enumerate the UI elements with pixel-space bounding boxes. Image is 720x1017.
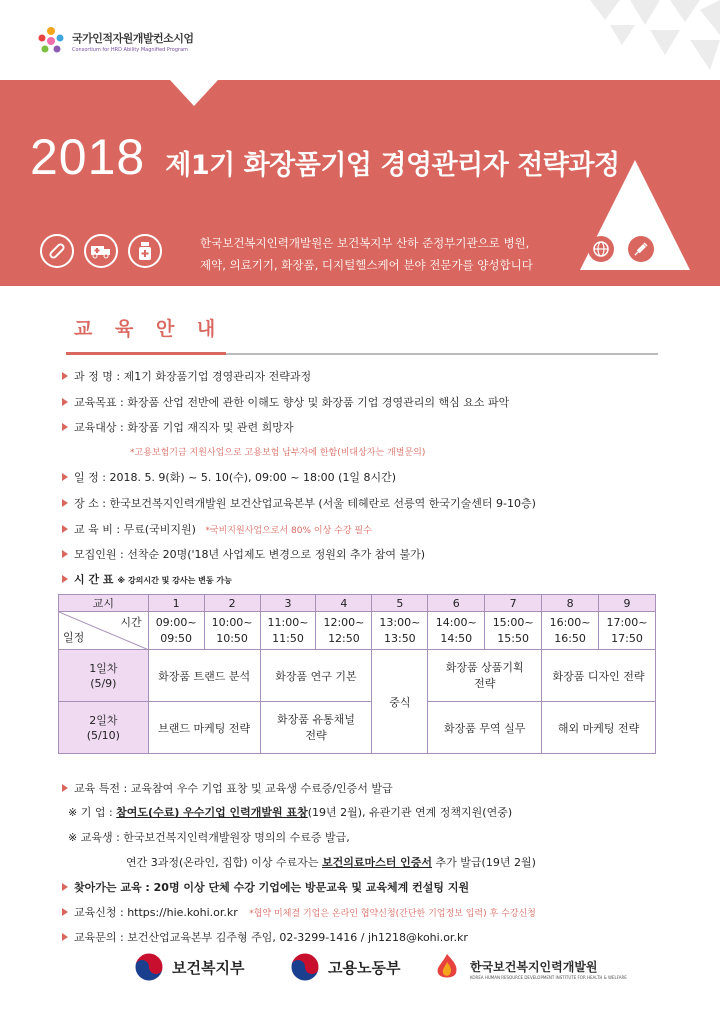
medicine-bottle-icon [128, 234, 162, 268]
time-slot [428, 612, 485, 650]
bullet-arrow-icon [62, 525, 68, 533]
banner-description [200, 232, 533, 276]
time-start: 09:00~ [155, 615, 197, 629]
info-contact [62, 929, 468, 945]
info-target [62, 419, 293, 435]
corner-time: 시간 [120, 616, 142, 629]
course-title: 제1기 화장품기업 경영관리자 전략과정 [165, 150, 620, 181]
info-apply [62, 904, 536, 920]
time-slot [316, 612, 372, 650]
time-start: 14:00~ [435, 615, 477, 629]
time-end: 09:50 [160, 631, 192, 645]
info-student-cert: 보건의료마스터 인증서 [321, 856, 433, 869]
org-logo-sub: Consortium for HRD Ability Magnified Program [72, 46, 189, 53]
info-student-label: ※ 교육생 : [68, 831, 124, 844]
period-header: 3 [260, 595, 316, 612]
bullet-arrow-icon [62, 933, 68, 941]
info-student-value: 한국보건복지인력개발원장 명의의 수료증 발급, [123, 831, 350, 844]
banner-desc-line1: 한국보건복지인력개발원은 보건복지부 산하 준정부기관으로 병원, [200, 236, 530, 250]
taeguk-icon [290, 952, 320, 982]
time-end: 12:50 [328, 631, 360, 645]
info-student-line2-b: 추가 발급(19년 2월) [432, 856, 536, 869]
info-target-label: 교육대상 : [74, 421, 128, 434]
time-slot [204, 612, 260, 650]
info-special-value: 교육참여 우수 기업 표창 및 교육생 수료증/인증서 발급 [130, 782, 393, 795]
time-end: 11:50 [272, 631, 304, 645]
bullet-arrow-icon [62, 499, 68, 507]
globe-icon [588, 236, 614, 262]
table-row [59, 650, 656, 702]
banner-desc-line2: 제약, 의료기기, 화장품, 디지털헬스케어 분야 전문가를 양성합니다 [200, 258, 533, 272]
section-divider-accent [66, 352, 226, 355]
time-start: 16:00~ [549, 615, 591, 629]
footer-logos [0, 952, 720, 992]
info-goal-label: 교육목표 : [74, 396, 128, 409]
period-header: 5 [372, 595, 428, 612]
session-cell: 화장품 연구 기본 [260, 650, 372, 702]
info-contact-label: 교육문의 : [74, 931, 128, 944]
info-course [62, 368, 311, 384]
day1-name: 1일차 [89, 661, 118, 675]
period-header: 6 [428, 595, 485, 612]
info-company [68, 804, 512, 820]
mohw-logo-text: 보건복지부 [172, 958, 245, 977]
time-slot [148, 612, 204, 650]
lunch-cell: 중식 [372, 650, 428, 754]
period-header: 9 [599, 595, 656, 612]
info-special-label: 교육 특전 : [74, 782, 131, 795]
info-date-label: 일 정 : [74, 471, 110, 484]
time-start: 12:00~ [323, 615, 365, 629]
session-cell: 화장품 디자인 전략 [542, 650, 656, 702]
triangle-icons [588, 236, 654, 262]
session-line: 화장품 상품기획 [445, 660, 524, 674]
info-apply-note: *협약 미체결 기업은 온라인 협약신청(간단한 기업정보 입력) 후 수강신청 [249, 909, 536, 919]
info-recruit [62, 546, 425, 562]
time-slot [372, 612, 428, 650]
day2-label [59, 702, 149, 754]
info-schedule-label: 시 간 표 [74, 573, 118, 586]
period-header: 8 [542, 595, 599, 612]
bullet-arrow-icon [62, 908, 68, 916]
info-schedule [62, 571, 232, 587]
session-cell: 화장품 트랜드 분석 [148, 650, 260, 702]
info-company-award: 참여도(수료) 우수기업 인력개발원 표창 [116, 806, 308, 819]
bullet-arrow-icon [62, 372, 68, 380]
info-fee [62, 521, 372, 537]
taeguk-icon [134, 952, 164, 982]
bullet-arrow-icon [62, 883, 68, 891]
info-apply-label: 교육신청 : [74, 906, 128, 919]
time-start: 11:00~ [267, 615, 309, 629]
info-student-line2 [126, 854, 536, 870]
info-target-value: 화장품 기업 재직자 및 관련 희망자 [127, 421, 294, 434]
info-place-value: 한국보건복지인력개발원 보건산업교육본부 (서울 테헤란로 선릉역 한국기술센터 9-10층) [109, 497, 536, 510]
session-cell: 브랜드 마케팅 전략 [148, 702, 260, 754]
info-company-rest: (19년 2월), 유관기관 연계 정책지원(연중) [307, 806, 513, 819]
info-visit [62, 879, 469, 895]
info-course-label: 과 정 명 : [74, 370, 124, 383]
time-start: 13:00~ [379, 615, 421, 629]
day1-date: (5/9) [90, 676, 117, 690]
info-fee-note: *국비지원사업으로서 80% 이상 수강 필수 [205, 526, 372, 536]
info-course-value: 제1기 화장품기업 경영관리자 전략과정 [123, 370, 312, 383]
info-visit-value: 찾아가는 교육 : 20명 이상 단체 수강 기업에는 방문교육 및 교육체계 컨설팅 지원 [74, 881, 470, 894]
bullet-arrow-icon [62, 550, 68, 558]
corner-pattern [550, 0, 720, 80]
moel-logo [290, 952, 400, 982]
info-goal [62, 394, 509, 410]
period-header: 2 [204, 595, 260, 612]
banner-title [30, 128, 620, 186]
info-special [62, 780, 393, 796]
session-cell [260, 702, 372, 754]
info-goal-value: 화장품 산업 전반에 관한 이해도 향상 및 화장품 기업 경영관리의 핵심 요소 파악 [127, 396, 510, 409]
time-end: 17:50 [611, 631, 643, 645]
info-place [62, 495, 536, 511]
mohw-logo [134, 952, 244, 982]
ambulance-icon [84, 234, 118, 268]
table-row [59, 595, 656, 612]
period-header: 7 [485, 595, 542, 612]
info-schedule-note: ※ 강의시간 및 강사는 변동 가능 [117, 576, 232, 585]
org-logo [36, 26, 194, 56]
kohi-logo-sub: KOREA HUMAN RESOURCE DEVELOPMENT INSTITUTE FOR HEALTH & WELFARE [470, 975, 627, 980]
info-student-line2-a: 연간 3과정(온라인, 집합) 이상 수료자는 [126, 856, 322, 869]
info-target-note: *고용보험기금 지원사업으로 고용보험 납부자에 한함(비대상자는 개별문의) [130, 448, 426, 458]
section-divider [226, 353, 658, 355]
corner-time-day [59, 612, 149, 650]
bullet-arrow-icon [62, 784, 68, 792]
banner-notch [170, 80, 218, 106]
time-end: 13:50 [383, 631, 416, 645]
info-date-value: 2018. 5. 9(화) ~ 5. 10(수), 09:00 ~ 18:00 (1일 8시간) [109, 471, 397, 484]
info-place-label: 장 소 : [74, 497, 110, 510]
consortium-star-icon [36, 26, 66, 56]
section-title: 교 육 안 내 [74, 318, 224, 340]
time-end: 14:50 [440, 631, 473, 645]
time-end: 15:50 [497, 631, 529, 645]
time-start: 10:00~ [211, 615, 253, 629]
time-slot [599, 612, 656, 650]
time-slot [485, 612, 542, 650]
session-cell: 해외 마케팅 전략 [542, 702, 656, 754]
time-slot [542, 612, 599, 650]
session-cell [428, 650, 542, 702]
schedule-table [58, 594, 656, 754]
day2-name: 2일차 [89, 713, 118, 727]
day2-date: (5/10) [86, 728, 120, 742]
info-company-label: ※ 기 업 : [68, 806, 117, 819]
session-cell: 화장품 무역 실무 [428, 702, 542, 754]
syringe-icon [628, 236, 654, 262]
info-contact-value: 보건산업교육본부 김주형 주임, 02-3299-1416 / jh1218@kohi.or.kr [127, 931, 468, 944]
corner-day: 일정 [63, 631, 85, 644]
org-logo-text: 국가인적자원개발컨소시엄 [72, 31, 194, 45]
bullet-arrow-icon [62, 473, 68, 481]
kohi-logo-text: 한국보건복지인력개발원 [470, 960, 598, 974]
time-start: 17:00~ [606, 615, 648, 629]
kohi-logo [432, 952, 627, 986]
kohi-flame-icon [432, 952, 462, 986]
period-header: 4 [316, 595, 372, 612]
info-recruit-value: 선착순 20명('18년 사업제도 변경으로 정원외 추가 참여 불가) [127, 548, 426, 561]
banner-year: 2018 [30, 129, 146, 185]
time-start: 15:00~ [492, 615, 534, 629]
info-student [68, 829, 350, 845]
moel-logo-text: 고용노동부 [328, 958, 401, 977]
bullet-arrow-icon [62, 398, 68, 406]
time-slot [260, 612, 316, 650]
time-end: 10:50 [216, 631, 248, 645]
day1-label [59, 650, 149, 702]
banner-icons [40, 234, 162, 268]
bullet-arrow-icon [62, 423, 68, 431]
corner-period: 교시 [59, 595, 149, 612]
bullet-arrow-icon [62, 575, 68, 583]
session-line: 화장품 유통채널 [277, 712, 355, 726]
period-header: 1 [148, 595, 204, 612]
time-end: 16:50 [554, 631, 586, 645]
info-fee-label: 교 육 비 : [74, 523, 124, 536]
session-line: 전략 [474, 676, 496, 690]
table-row [59, 702, 656, 754]
bandage-icon [40, 234, 74, 268]
info-recruit-label: 모집인원 : [74, 548, 128, 561]
session-line: 전략 [305, 728, 327, 742]
apply-link[interactable]: https://hie.kohi.or.kr [127, 906, 238, 919]
info-fee-value: 무료(국비지원) [123, 523, 196, 536]
table-row [59, 612, 656, 650]
info-date [62, 469, 396, 485]
